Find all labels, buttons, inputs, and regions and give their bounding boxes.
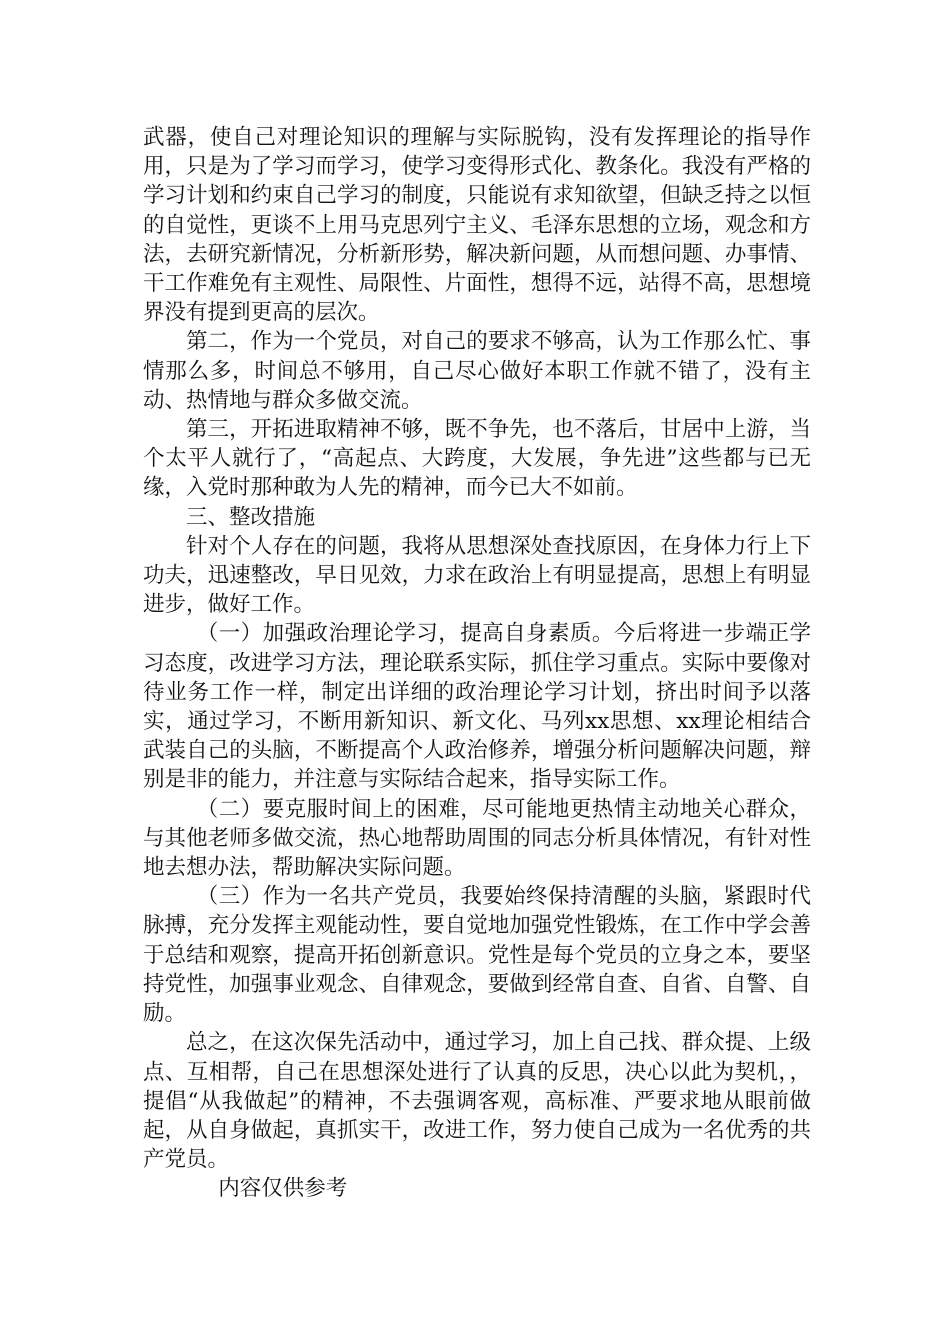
- paragraph-measure-three: （三）作为一名共产党员，我要始终保持清醒的头脑，紧跟时代脉搏，充分发挥主观能动性，要自觉地加强党性锻炼，在工作中学会善于总结和观察，提高开拓创新意识。党性是每个党员的立身之本，要坚持党性，加强事业观念、自律观念，要做到经常自查、自省、自警、自励。: [143, 884, 811, 1027]
- paragraph-continuation: 武器，使自己对理论知识的理解与实际脱钩，没有发挥理论的指导作用，只是为了学习而学习，使学习变得形式化、教条化。我没有严格的学习计划和约束自己学习的制度，只能说有求知欲望，但缺乏持之以恒的自觉性，更谈不上用马克思列宁主义、毛泽东思想的立场，观念和方法，去研究新情况，分析新形势，解决新问题，从而想问题、办事情、干工作难免有主观性、局限性、片面性，想得不远，站得不高，思想境界没有提到更高的层次。: [143, 125, 811, 326]
- paragraph-measure-two: （二）要克服时间上的困难，尽可能地更热情主动地关心群众，与其他老师多做交流，热心地帮助周围的同志分析具体情况，有针对性地去想办法，帮助解决实际问题。: [143, 796, 811, 881]
- section-heading-rectification: 三、整改措施: [186, 504, 316, 530]
- paragraph-third-point: 第三，开拓进取精神不够，既不争先，也不落后，甘居中上游，当个太平人就行了，“高起点、大跨度，大发展，争先进”这些都与已无缘，入党时那种敢为人先的精神，而今已大不如前。: [143, 417, 811, 501]
- paragraph-measure-one: （一）加强政治理论学习，提高自身素质。今后将进一步端正学习态度，改进学习方法，理论联系实际，抓住学习重点。实际中要像对待业务工作一样，制定出详细的政治理论学习计划，挤出时间予以落实，通过学习，不断用新知识、新文化、马列xx思想、xx理论相结合武装自己的头脑，不断提高个人政治修养，增强分析问题解决问题，辩别是非的能力，并注意与实际结合起来，指导实际工作。: [143, 621, 811, 793]
- paragraph-rectification-intro: 针对个人存在的问题，我将从思想深处查找原因，在身体力行上下功夫，迅速整改，早日见效，力求在政治上有明显提高，思想上有明显进步，做好工作。: [143, 533, 811, 618]
- footer-note: 内容仅供参考: [218, 1176, 348, 1202]
- paragraph-second-point: 第二，作为一个党员，对自己的要求不够高，认为工作那么忙、事情那么多，时间总不够用，自己尽心做好本职工作就不错了，没有主动、热情地与群众多做交流。: [143, 329, 811, 413]
- paragraph-conclusion: 总之，在这次保先活动中，通过学习，加上自己找、群众提、上级点、互相帮，自己在思想深处进行了认真的反思，决心以此为契机，，提倡“从我做起”的精神，不去强调客观，高标准、严要求地从眼前做起，从自身做起，真抓实干，改进工作，努力使自己成为一名优秀的共产党员。: [143, 1030, 811, 1173]
- document-page: [143, 123, 811, 1204]
